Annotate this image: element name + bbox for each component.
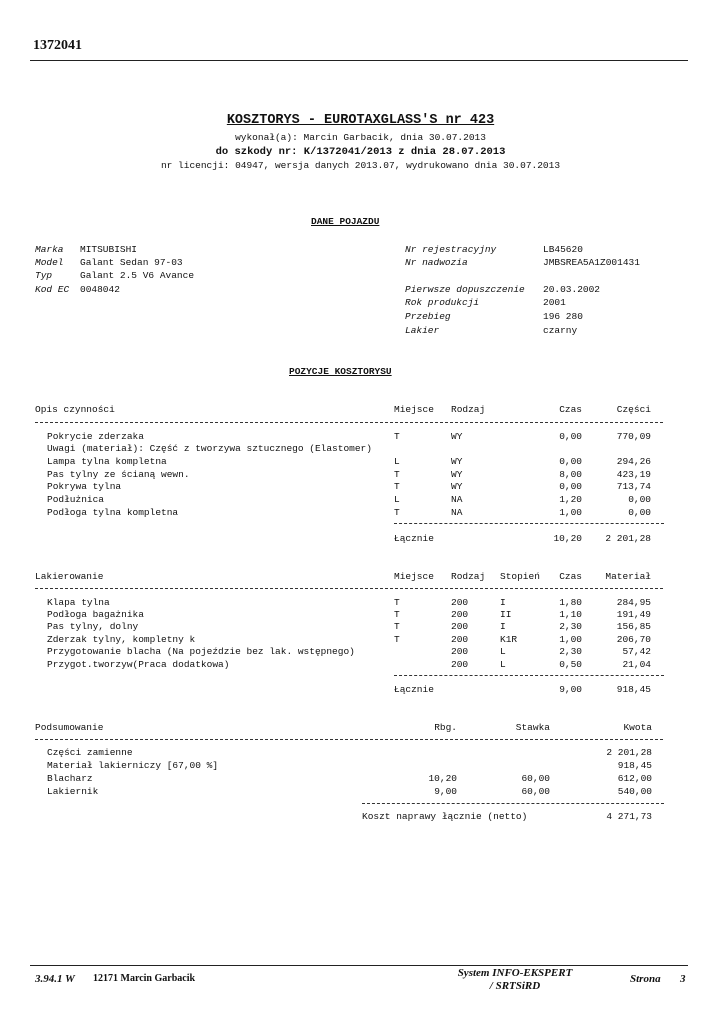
- list-item: 1,80: [559, 597, 582, 608]
- vehicle-value-first-registration: 20.03.2002: [543, 284, 601, 295]
- list-item: 0,00: [628, 494, 651, 505]
- list-item: NA: [451, 507, 463, 518]
- list-item: NA: [451, 494, 463, 505]
- summary-total-divider: [362, 803, 664, 804]
- table-row: 9,00: [434, 786, 457, 797]
- vehicle-value-type: Galant 2.5 V6 Avance: [80, 270, 195, 281]
- page-title: KOSZTORYS - EUROTAXGLASS'S nr 423: [226, 113, 495, 128]
- footer-page-number: 3: [680, 973, 686, 985]
- list-item: T: [394, 634, 400, 645]
- footer-system-line2: / SRTSiRD: [489, 980, 541, 992]
- summary-col-hours: Rbg.: [434, 722, 457, 733]
- table-row: Lakiernik: [47, 786, 99, 797]
- paint-total-time: 9,00: [559, 684, 582, 695]
- table-row: 60,00: [521, 773, 550, 784]
- table-row: 60,00: [521, 786, 550, 797]
- list-item: 1,10: [559, 609, 582, 620]
- table-row: 10,20: [428, 773, 457, 784]
- vehicle-value-paint: czarny: [543, 325, 578, 336]
- list-item: 200: [451, 634, 469, 645]
- document-id: 1372041: [33, 38, 82, 53]
- vehicle-value-production-year: 2001: [543, 297, 566, 308]
- list-item: 0,00: [628, 507, 651, 518]
- list-item: T: [394, 609, 400, 620]
- list-item: 0,00: [559, 456, 582, 467]
- list-item: 8,00: [559, 469, 582, 480]
- paint-total-material: 918,45: [616, 684, 651, 695]
- positions-total-time: 10,20: [553, 533, 582, 544]
- list-item: WY: [451, 431, 463, 442]
- list-item: 200: [451, 609, 469, 620]
- list-item: T: [394, 431, 400, 442]
- summary-total-amount: 4 271,73: [606, 811, 652, 822]
- list-item: T: [394, 469, 400, 480]
- list-item: 21,04: [622, 659, 651, 670]
- list-item: 284,95: [616, 597, 651, 608]
- footer-rule: [30, 965, 688, 966]
- summary-col-description: Podsumowanie: [35, 722, 104, 733]
- author-line: wykonał(a): Marcin Garbacik, dnia 30.07.2013: [235, 132, 486, 143]
- vehicle-label-paint: Lakier: [405, 325, 440, 336]
- paint-header-divider: [35, 588, 663, 589]
- list-item: 206,70: [616, 634, 651, 645]
- list-item: Klapa tylna: [47, 597, 110, 608]
- paint-col-time: Czas: [559, 571, 582, 582]
- list-item: 191,49: [616, 609, 651, 620]
- table-row: Blacharz: [47, 773, 93, 784]
- list-item: Pas tylny ze ścianą wewn.: [47, 469, 190, 480]
- paint-total-divider: [394, 675, 664, 676]
- claim-line: do szkody nr: K/1372041/2013 z dnia 28.07.2013: [215, 146, 506, 158]
- positions-total-parts: 2 201,28: [605, 533, 651, 544]
- list-item: 1,00: [559, 507, 582, 518]
- list-item: WY: [451, 481, 463, 492]
- vehicle-value-vin: JMBSREA5A1Z001431: [543, 257, 640, 268]
- list-item: T: [394, 621, 400, 632]
- list-item: 423,19: [616, 469, 651, 480]
- list-item: K1R: [500, 634, 518, 645]
- list-item: 1,00: [559, 634, 582, 645]
- list-item: WY: [451, 469, 463, 480]
- list-item: Zderzak tylny, kompletny k: [47, 634, 196, 645]
- list-item: Pas tylny, dolny: [47, 621, 139, 632]
- list-item: 0,00: [559, 431, 582, 442]
- footer-version: 3.94.1 W: [35, 973, 75, 985]
- table-row: 540,00: [617, 786, 652, 797]
- list-item: 1,20: [559, 494, 582, 505]
- positions-col-description: Opis czynności: [35, 404, 115, 415]
- list-item: Pokrywa tylna: [47, 481, 122, 492]
- positions-col-parts: Części: [616, 404, 651, 415]
- vehicle-label-make: Marka: [35, 244, 64, 255]
- list-item: L: [394, 494, 400, 505]
- list-item: Przygot.tworzyw(Praca dodatkowa): [47, 659, 230, 670]
- footer-user: 12171 Marcin Garbacik: [93, 973, 196, 984]
- positions-heading: POZYCJE KOSZTORYSU: [289, 366, 392, 377]
- list-item: 156,85: [616, 621, 651, 632]
- positions-header-divider: [35, 422, 663, 423]
- vehicle-value-mileage: 196 280: [543, 311, 583, 322]
- list-item: WY: [451, 456, 463, 467]
- list-item: 0,50: [559, 659, 582, 670]
- summary-col-amount: Kwota: [623, 722, 652, 733]
- list-item: 200: [451, 597, 469, 608]
- positions-total-divider: [394, 523, 664, 524]
- paint-col-level: Stopień: [500, 571, 540, 582]
- vehicle-value-make: MITSUBISHI: [80, 244, 138, 255]
- list-item: L: [500, 659, 506, 670]
- vehicle-value-registration: LB45620: [543, 244, 583, 255]
- paint-col-place: Miejsce: [394, 571, 434, 582]
- list-item: L: [394, 456, 400, 467]
- paint-total-label: Łącznie: [394, 684, 434, 695]
- list-item: Przygotowanie blacha (Na pojeździe bez lak. wstępnego): [47, 646, 355, 657]
- paint-col-description: Lakierowanie: [35, 571, 104, 582]
- list-item: 200: [451, 646, 469, 657]
- list-item: 57,42: [622, 646, 651, 657]
- list-item: I: [500, 597, 506, 608]
- list-item: 713,74: [616, 481, 651, 492]
- list-item: 2,30: [559, 646, 582, 657]
- vehicle-heading: DANE POJAZDU: [311, 216, 380, 227]
- list-item: II: [500, 609, 512, 620]
- list-item: T: [394, 481, 400, 492]
- footer-system-line1: System INFO-EKSPERT: [457, 967, 573, 979]
- list-item: I: [500, 621, 506, 632]
- table-row: 612,00: [617, 773, 652, 784]
- paint-col-kind: Rodzaj: [451, 571, 486, 582]
- positions-col-kind: Rodzaj: [451, 404, 486, 415]
- list-item: Podłoga bagażnika: [47, 609, 144, 620]
- vehicle-label-mileage: Przebieg: [405, 311, 451, 322]
- vehicle-label-registration: Nr rejestracyjny: [405, 244, 497, 255]
- list-item: 0,00: [559, 481, 582, 492]
- vehicle-value-model: Galant Sedan 97-03: [80, 257, 183, 268]
- list-item: T: [394, 507, 400, 518]
- vehicle-label-model: Model: [35, 257, 64, 268]
- positions-col-time: Czas: [559, 404, 582, 415]
- list-item: 294,26: [616, 456, 651, 467]
- vehicle-label-ec-code: Kod EC: [35, 284, 70, 295]
- summary-col-rate: Stawka: [515, 722, 550, 733]
- list-item: 2,30: [559, 621, 582, 632]
- vehicle-label-type: Typ: [35, 270, 53, 281]
- summary-total-label: Koszt naprawy łącznie (netto): [362, 811, 528, 822]
- license-line: nr licencji: 04947, wersja danych 2013.07, wydrukowano dnia 30.07.2013: [160, 160, 561, 171]
- header-rule: [30, 60, 688, 61]
- table-row: 918,45: [617, 760, 652, 771]
- vehicle-label-production-year: Rok produkcji: [405, 297, 480, 308]
- table-row: Materiał lakierniczy [67,00 %]: [47, 760, 219, 771]
- list-item: 200: [451, 621, 469, 632]
- summary-header-divider: [35, 739, 663, 740]
- vehicle-label-vin: Nr nadwozia: [405, 257, 468, 268]
- list-item: Podłużnica: [47, 494, 105, 505]
- list-item: Pokrycie zderzaka: [47, 431, 144, 442]
- paint-col-material: Materiał: [605, 571, 651, 582]
- list-item: Lampa tylna kompletna: [47, 456, 167, 467]
- list-item: 770,09: [616, 431, 651, 442]
- table-row: Części zamienne: [47, 747, 133, 758]
- vehicle-value-ec-code: 0048042: [80, 284, 120, 295]
- list-item: T: [394, 597, 400, 608]
- positions-col-place: Miejsce: [394, 404, 434, 415]
- table-row: 2 201,28: [606, 747, 652, 758]
- footer-page-label: Strona: [630, 973, 661, 985]
- vehicle-label-first-registration: Pierwsze dopuszczenie: [405, 284, 525, 295]
- positions-note: Uwagi (materiał): Część z tworzywa sztucznego (Elastomer): [47, 443, 372, 454]
- list-item: L: [500, 646, 506, 657]
- positions-total-label: Łącznie: [394, 533, 434, 544]
- list-item: 200: [451, 659, 469, 670]
- list-item: Podłoga tylna kompletna: [47, 507, 179, 518]
